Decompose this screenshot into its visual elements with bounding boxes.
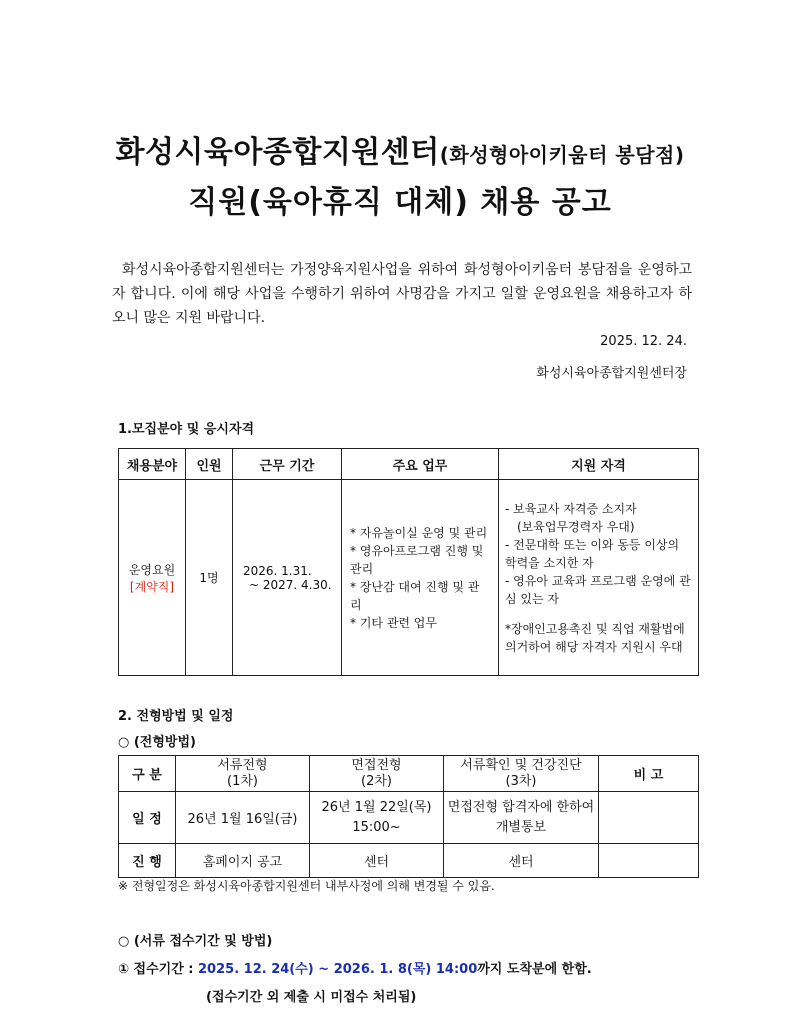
title-main: 화성시육아종합지원센터	[115, 135, 440, 170]
cell-count: 1명	[186, 480, 233, 676]
schedule-note	[599, 792, 699, 844]
row-label-progress: 진 행	[119, 844, 176, 878]
period-end: ~ 2027. 4.30.	[249, 577, 332, 592]
section2-subheading: ○ (전형방법)	[118, 735, 196, 750]
cell-period	[233, 480, 342, 676]
progress-stage2: 센터	[310, 844, 444, 878]
header-field: 채용분야	[119, 449, 186, 480]
progress-stage1: 홈페이지 공고	[176, 844, 310, 878]
row-label-schedule: 일 정	[119, 792, 176, 844]
application-dates: 2025. 12. 24(수) ~ 2026. 1. 8(목) 14:00	[198, 962, 478, 977]
recruitment-row	[119, 480, 699, 676]
notice-date: 2025. 12. 24.	[600, 334, 687, 349]
progress-row	[119, 844, 699, 878]
section2-heading: 2. 전형방법 및 일정	[118, 709, 234, 724]
duty-item: * 기타 관련 업무	[350, 615, 437, 630]
qualification-item: - 전문대학 또는 이와 동등 이상의 학력을 소지한 자	[505, 537, 680, 570]
section3-subheading: ○ (서류 접수기간 및 방법)	[118, 934, 273, 949]
qualification-item: - 보육교사 자격증 소지자	[505, 501, 637, 516]
section1-heading: 1.모집분야 및 응시자격	[118, 422, 255, 437]
schedule-stage3: 면접전형 합격자에 한하여 개별통보	[444, 792, 599, 844]
recruitment-table-header	[119, 449, 699, 480]
application-note: (접수기간 외 제출 시 미접수 처리됨)	[206, 990, 417, 1005]
page-subtitle: 직원(육아휴직 대체) 채용 공고	[188, 185, 612, 220]
duty-item: * 자유놀이실 운영 및 관리	[350, 525, 488, 540]
application-period: ① 접수기간 : 2025. 12. 24(수) ~ 2026. 1. 8(목) 14:00까지 도착분에 한함.	[118, 962, 592, 977]
qualification-item: (보육업무경력자 우대)	[517, 519, 635, 534]
header-count: 인원	[186, 449, 233, 480]
header-period: 근무 기간	[233, 449, 342, 480]
field-name: 운영요원	[128, 562, 176, 577]
cell-field	[119, 480, 186, 676]
recruitment-table	[118, 448, 699, 676]
header-stage3: 서류확인 및 건강진단 (3차)	[444, 756, 599, 792]
notice-signature: 화성시육아종합지원센터장	[536, 366, 687, 381]
contract-type: [계약직]	[129, 579, 175, 594]
page-title	[0, 127, 800, 171]
header-note: 비 고	[599, 756, 699, 792]
schedule-table-header	[119, 756, 699, 792]
header-duties: 주요 업무	[342, 449, 499, 480]
preference-note: *장애인고용촉진 및 직업 재활법에 의거하여 해당 자격자 지원시 우대	[505, 621, 685, 654]
schedule-stage2: 26년 1월 22일(목) 15:00~	[310, 792, 444, 844]
progress-stage3: 센터	[444, 844, 599, 878]
schedule-stage1: 26년 1월 16일(금)	[176, 792, 310, 844]
cell-duties	[342, 480, 499, 676]
duty-item: * 영유아프로그램 진행 및 관리	[350, 543, 484, 576]
qualification-item: - 영유아 교육과 프로그램 운영에 관심 있는 자	[505, 573, 691, 606]
schedule-footnote: ※ 전형일정은 화성시육아종합지원센터 내부사정에 의해 변경될 수 있음.	[118, 879, 495, 893]
schedule-table	[118, 755, 699, 878]
schedule-row	[119, 792, 699, 844]
cell-qualifications	[499, 480, 699, 676]
header-stage2: 면접전형 (2차)	[310, 756, 444, 792]
header-stage1: 서류전형 (1차)	[176, 756, 310, 792]
header-category: 구 분	[119, 756, 176, 792]
period-start: 2026. 1.31.	[243, 563, 312, 578]
duty-item: * 장난감 대여 진행 및 관리	[350, 579, 480, 612]
intro-paragraph: 화성시육아종합지원센터는 가정양육지원사업을 위하여 화성형아이키움터 봉담점을 운영하고자 합니다. 이에 해당 사업을 수행하기 위하여 사명감을 가지고 일할 운영요원을 채용하고자 하오니 많은 지원 바랍니다.	[112, 262, 692, 326]
header-qualifications: 지원 자격	[499, 449, 699, 480]
progress-note	[599, 844, 699, 878]
title-sub: (화성형아이키움터 봉담점)	[439, 143, 685, 167]
